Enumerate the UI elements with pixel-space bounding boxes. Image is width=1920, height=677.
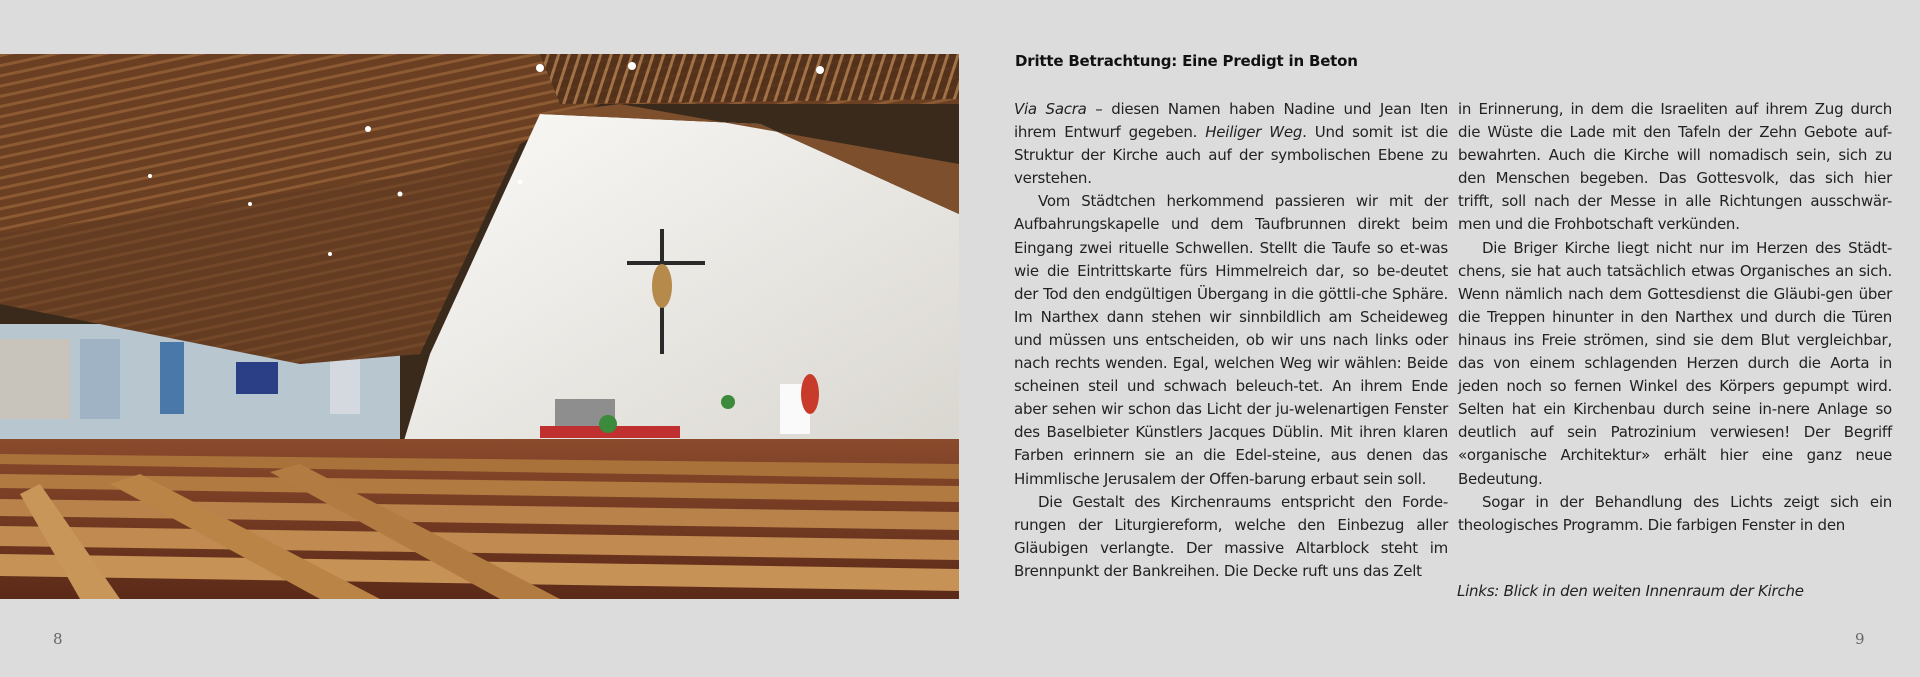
paragraph: in Erinnerung, in dem die Israeliten auf ihrem Zug durch die Wüste die Lade mit den Tafeln der Zehn Gebote auf-bewahrten. Auch die Kirche will nomadisch sein, sich zu den Menschen begeben. Das Gottesvolk, das sich hier trifft, soll nach der Messe in alle Richtungen ausschwär-men und die Frohbotschaft verkünden. <box>1458 100 1892 234</box>
text-column-right <box>1458 98 1892 537</box>
paragraph: Sogar in der Behandlung des Lichts zeigt sich ein theologisches Programm. Die farbigen Fenster in den <box>1458 492 1892 534</box>
paragraph: Die Gestalt des Kirchenraums entspricht den Forde-rungen der Liturgiereform, welche den Einbezug aller Gläubigen verlangte. Der massive Altarblock steht im Brennpunkt der Bankreihen. Die Decke ruft uns das Zelt <box>1014 492 1448 580</box>
paragraph: Vom Städtchen herkommend passieren wir mit der Aufbahrungskapelle und dem Taufbrunnen direkt beim Eingang zwei rituelle Schwellen. Stellt die Taufe so et-was wie die Eintrittskarte fürs Himmelreich dar, so be-deutet der Tod den endgültigen Übergang in die göttli-che Sphäre. Im Narthex dann stehen wir sinnbildlich am Scheideweg und müssen uns entscheiden, ob wir uns nach links oder nach rechts wenden. Egal, welchen Weg wir wählen: Beide scheinen steil und schwach beleuch-tet. An ihrem Ende aber sehen wir schon das Licht der ju-welenartigen Fenster des Baselbieter Künstlers Jacques Düblin. Mit ihren klaren Farben erinnern sie an die Edel-steine, aus denen das Himmlische Jerusalem der Offen-barung erbaut sein soll. <box>1014 192 1448 488</box>
stained-glass-window <box>160 342 184 414</box>
photo-caption: Links: Blick in den weiten Innenraum der Kirche <box>1457 582 1804 600</box>
emphasis-text: Heiliger Weg <box>1205 123 1303 142</box>
paragraph: Die Briger Kirche liegt nicht nur im Herzen des Städt-chens, sie hat auch tatsächlich etwas Organisches an sich. Wenn nämlich nach dem Gottesdienst die Gläubi-gen über die Treppen hinunter in den Narthex und durch die Türen hinaus ins Freie strömen, sind sie dem Blut vergleichbar, das von einem schlagenden Herzen durch die Aorta in jeden noch so fernen Winkel des Körpers gepumpt wird. Selten hat ein Kirchenbau durch seine in-nere Anlage so deutlich auf sein Patrozinium verwiesen! Der Begriff «organische Architektur» erhält hier eine ganz neue Bedeutung. <box>1458 238 1892 488</box>
emphasis-text: Via Sacra <box>1014 100 1087 118</box>
blue-banner <box>236 362 278 394</box>
side-wall-panel <box>0 339 70 419</box>
statue <box>801 374 819 414</box>
church-interior-photo <box>0 54 959 599</box>
article-heading: Dritte Betrachtung: Eine Predigt in Beton <box>1015 52 1358 70</box>
page-number-left: 8 <box>53 630 63 648</box>
paragraph-text: – diesen Namen haben Nadine und Jean Iten ihrem Entwurf gegeben. <box>1014 100 1448 142</box>
ceiling-slats <box>540 54 959 104</box>
cross-horizontal <box>627 261 705 265</box>
plant <box>721 395 735 409</box>
paragraph-text: . Und somit ist die Struktur der Kirche auch auf der symbolischen Ebene zu verstehen. <box>1014 123 1448 188</box>
church-interior-illustration <box>0 54 959 599</box>
side-window <box>330 354 360 414</box>
corpus-figure <box>652 264 672 308</box>
plant <box>599 415 617 433</box>
page-number-right: 9 <box>1855 630 1865 648</box>
text-column-left <box>1014 98 1448 583</box>
side-window <box>80 339 120 419</box>
paragraph <box>1014 98 1448 190</box>
